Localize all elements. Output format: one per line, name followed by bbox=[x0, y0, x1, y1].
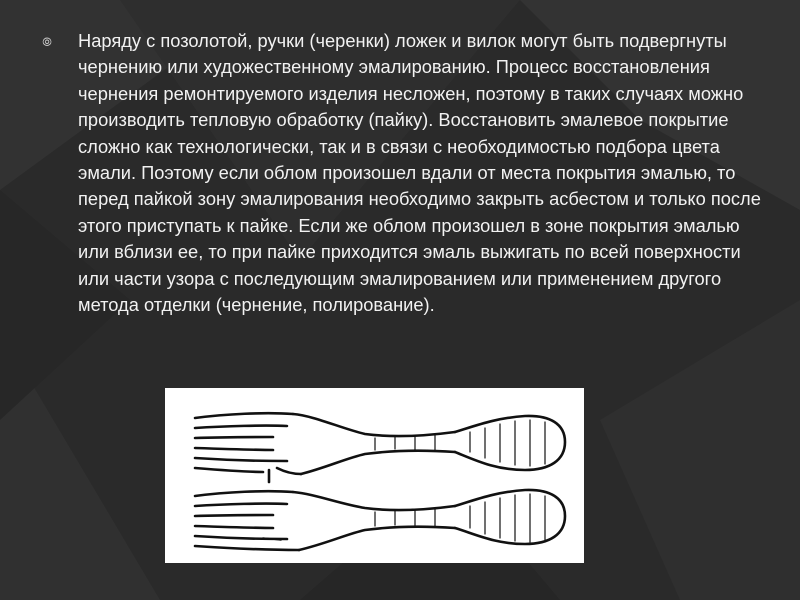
bullet-icon: ⦾ bbox=[42, 35, 52, 49]
forks-illustration bbox=[165, 388, 584, 563]
body-paragraph: Наряду с позолотой, ручки (черенки) ложек и вилок могут быть подвергнуты чернению или художественному эмалированию. Процесс восстановления чернения ремонтируемого изделия несложен, поэтому в таких случаях можно производить тепловую обработку (пайку). Восстановить эмалевое покрытие сложно как технологически, так и в связи с необходимостью подбора цвета эмали. Поэтому если облом произошел вдали от места покрытия эмалью, то перед пайкой зону эмалирования необходимо закрыть асбестом и только после этого приступать к пайке. Если же облом произошел в зоне покрытия эмалью или вблизи ее, то при пайке приходится эмаль выжигать по всей поверхности или части узора с последующим эмалированием или применением другого метода отделки (чернение, полирование). bbox=[78, 30, 761, 316]
broken-fork bbox=[195, 413, 565, 482]
bullet-item bbox=[40, 28, 768, 318]
forks-drawing bbox=[165, 388, 584, 563]
repaired-fork bbox=[195, 490, 565, 550]
